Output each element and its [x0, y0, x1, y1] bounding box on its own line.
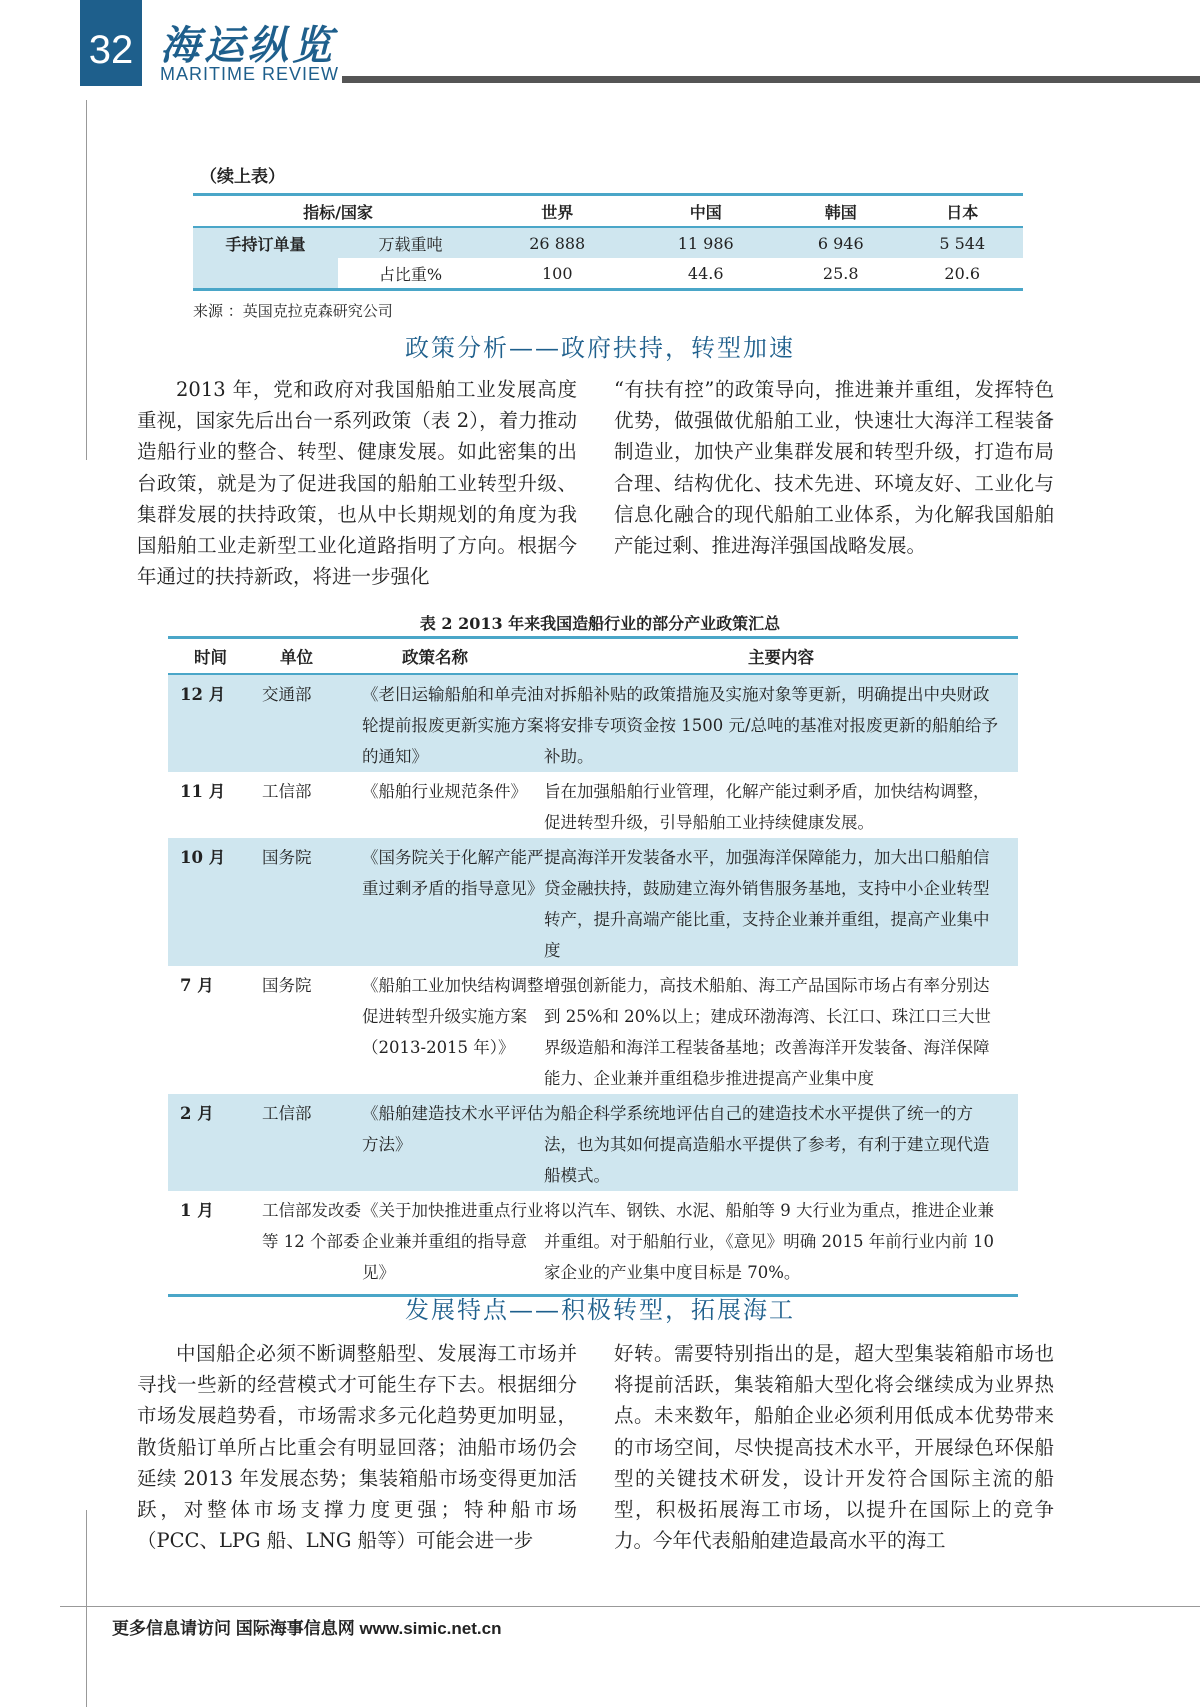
table-cell: 为船企科学系统地评估自己的建造技术水平提供了统一的方法，也为其如何提高造船水平提供了参考，有利于建立现代造船模式。 [544, 1094, 1018, 1191]
body-column-left [137, 374, 577, 592]
table-cell: 《关于加快推进重点行业企业兼并重组的指导意见》 [362, 1191, 544, 1296]
page-number: 32 [80, 0, 142, 86]
table1-header-cell: 世界 [483, 195, 631, 228]
table-cell: 44.6 [631, 258, 779, 290]
table-row [168, 1094, 1018, 1191]
table-cell: 7 月 [180, 976, 214, 995]
table-cell: 将以汽车、钢铁、水泥、船舶等 9 大行业为重点，推进企业兼并重组。对于船舶行业，《意见》明确 2015 年前行业内前 10 家企业的产业集中度目标是 70%。 [544, 1191, 1018, 1296]
table-cell: 对拆船补贴的政策措施及实施对象等更新，明确提出中央财政将安排专项资金按 1500 元/总吨的基准对报废更新的船舶给予补助。 [544, 674, 1018, 772]
table-cell: 《国务院关于化解产能严重过剩矛盾的指导意见》 [362, 838, 544, 966]
paragraph: 中国船企必须不断调整船型、发展海工市场并寻找一些新的经营模式才可能生存下去。根据细分市场发展趋势看，市场需求多元化趋势更加明显，散货船订单所占比重会有明显回落；油船市场仍会延续 2013 年发展态势；集装箱船市场变得更加活跃，对整体市场支撑力度更强；特种船市场（PCC、LPG 船、LNG 船等）可能会进一步 [137, 1342, 577, 1553]
table-cell: 交通部 [262, 674, 362, 772]
table2-header-row [168, 638, 1018, 675]
table1-header-cell: 中国 [631, 195, 779, 228]
magazine-subtitle: MARITIME REVIEW [160, 64, 340, 84]
table-cell: 1 月 [168, 1191, 262, 1296]
table-cell: 11 月 [180, 782, 226, 801]
table-cell: 26 888 [483, 227, 631, 258]
table-cell: 《船舶工业加快结构调整促进转型升级实施方案（2013-2015 年）》 [362, 976, 544, 1057]
table-row [168, 838, 1018, 966]
table1 [193, 193, 1023, 291]
table-cell: 12 月 [168, 674, 262, 772]
table1-source: 来源 ：英国克拉克森研究公司 [193, 302, 393, 320]
body-column-left [137, 1338, 577, 1556]
table2-header-cell: 单位 [262, 638, 362, 675]
table-cell: 国务院 [262, 838, 362, 966]
section-heading: 政策分析——政府扶持，转型加速 [405, 334, 795, 362]
table1-header-cell: 日本 [901, 195, 1023, 228]
table1-group-label: 手持订单量 [193, 227, 338, 290]
table-row [168, 1191, 1018, 1296]
footer-text: 更多信息请访问 国际海事信息网 www.simic.net.cn [112, 1619, 502, 1638]
table1-header-row [193, 195, 1023, 228]
table-cell: 工信部 [262, 1094, 362, 1191]
table-cell: 100 [483, 258, 631, 290]
table-cell: 6 946 [780, 227, 902, 258]
table-cell: 工信部 [262, 782, 312, 801]
table-cell: 10 月 [168, 838, 262, 966]
table1-continued-label: （续上表） [200, 167, 285, 187]
table1-header-cell: 指标/国家 [193, 195, 483, 228]
footer-rule [60, 1606, 1200, 1607]
table2-header-cell: 主要内容 [544, 638, 1018, 675]
margin-rule [86, 100, 87, 460]
table-cell: 5 544 [901, 227, 1023, 258]
table-row [168, 674, 1018, 772]
table-cell: 工信部发改委等 12 个部委 [262, 1191, 362, 1296]
table1-header-cell: 韩国 [780, 195, 902, 228]
table-row [168, 772, 1018, 838]
table-cell: 提高海洋开发装备水平，加强海洋保障能力，加大出口船舶信贷金融扶持，鼓励建立海外销售服务基地，支持中小企业转型转产，提升高端产能比重，支持企业兼并重组，提高产业集中度 [544, 838, 1018, 966]
paragraph: 2013 年，党和政府对我国船舶工业发展高度重视，国家先后出台一系列政策（表 2），着力推动造船行业的整合、转型、健康发展。如此密集的出台政策，就是为了促进我国的船舶工业转型升级、集群发展的扶持政策，也从中长期规划的角度为我国船舶工业走新型工业化道路指明了方向。根据今年通过的扶持新政，将进一步强化 [137, 378, 577, 589]
table-cell: 占比重% [338, 258, 483, 290]
table2-caption: 表 2 2013 年来我国造船行业的部分产业政策汇总 [419, 614, 781, 633]
table-row [168, 966, 1018, 1094]
body-column-right [614, 1338, 1054, 1556]
header-rule [342, 76, 1200, 83]
margin-rule [86, 1510, 87, 1707]
table-cell: 《船舶建造技术水平评估方法》 [362, 1094, 544, 1191]
paragraph: “有扶有控”的政策导向，推进兼并重组，发挥特色优势，做强做优船舶工业，快速壮大海洋工程装备制造业，加快产业集群发展和转型升级，打造布局合理、结构优化、技术先进、环境友好、工业化与信息化融合的现代船舶工业体系，为化解我国船舶产能过剩、推进海洋强国战略发展。 [614, 378, 1054, 558]
body-column-right [614, 374, 1054, 561]
table-cell: 25.8 [780, 258, 902, 290]
table2-header-cell: 时间 [168, 638, 262, 675]
table-cell: 万载重吨 [338, 227, 483, 258]
table2 [168, 636, 1018, 1297]
paragraph: 好转。需要特别指出的是，超大型集装箱船市场也将提前活跃，集装箱船大型化将会继续成为业界热点。未来数年，船舶企业必须利用低成本优势带来的市场空间，尽快提高技术水平，开展绿色环保船型的关键技术研发，设计开发符合国际主流的船型，积极拓展海工市场，以提升在国际上的竞争力。今年代表船舶建造最高水平的海工 [614, 1342, 1054, 1553]
table-cell: 《老旧运输船舶和单壳油轮提前报废更新实施方案的通知》 [362, 674, 544, 772]
table-cell: 旨在加强船舶行业管理，化解产能过剩矛盾，加快结构调整，促进转型升级，引导船舶工业持续健康发展。 [544, 782, 990, 832]
table-cell: 11 986 [631, 227, 779, 258]
table-row [193, 227, 1023, 258]
table2-header-cell: 政策名称 [362, 638, 544, 675]
magazine-title: 海运纵览 [160, 22, 336, 69]
table-cell: 国务院 [262, 976, 312, 995]
section-heading: 发展特点——积极转型，拓展海工 [405, 1296, 795, 1324]
table-cell: 20.6 [901, 258, 1023, 290]
table-cell: 2 月 [168, 1094, 262, 1191]
table-cell: 增强创新能力，高技术船舶、海工产品国际市场占有率分别达到 25%和 20%以上；建成环渤海湾、长江口、珠江口三大世界级造船和海洋工程装备基地；改善海洋开发装备、海洋保障能力、企业兼并重组稳步推进提高产业集中度 [544, 976, 991, 1088]
table-cell: 《船舶行业规范条件》 [362, 782, 527, 801]
